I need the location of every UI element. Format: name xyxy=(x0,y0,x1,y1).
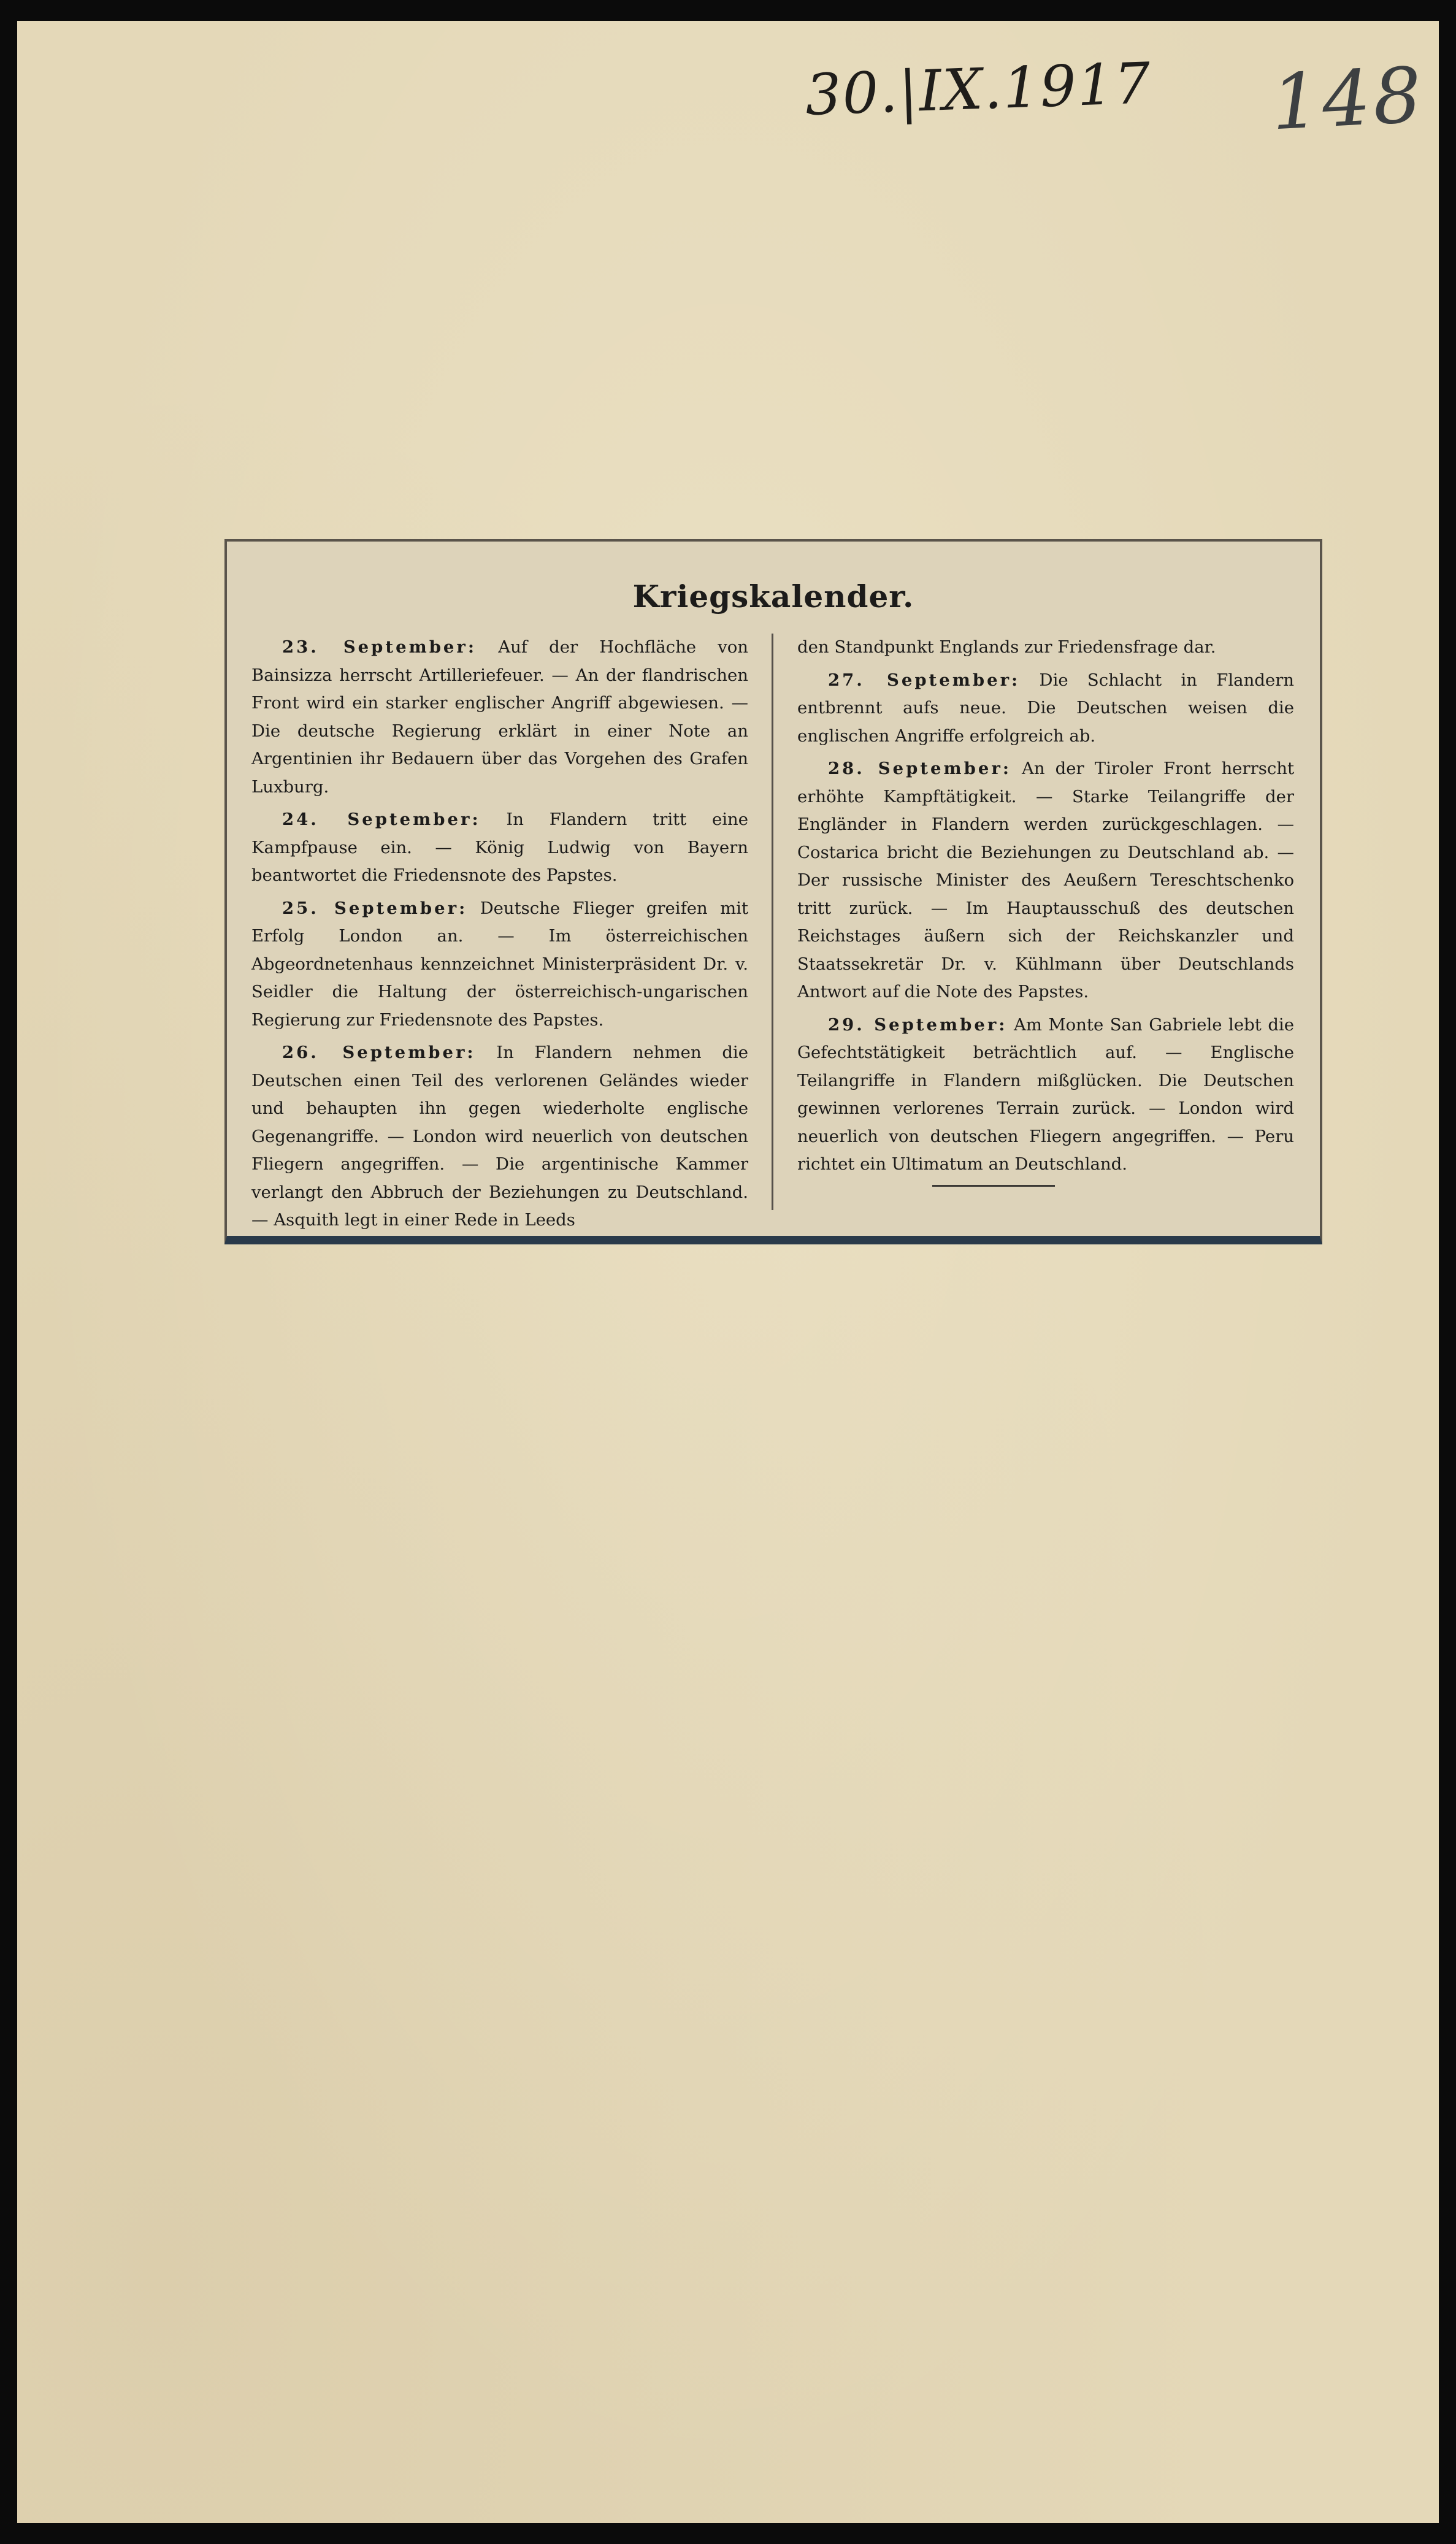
entry-text: Am Monte San Gabriele lebt die Gefechtstätigkeit beträchtlich auf. — Englische Teilangriffe in Flandern mißglücken. Die Deutschen gewinnen verlorenes Terrain zurück. — London wird neuerlich von deutschen Fliegern angegriffen. — Peru richtet ein Ultimatum an Deutschland. xyxy=(797,1014,1294,1174)
end-rule xyxy=(932,1185,1055,1187)
entry-sep-28 xyxy=(797,755,1294,1006)
clipping-title: Kriegskalender. xyxy=(632,578,914,615)
handwritten-date-note: 30.|IX.1917 xyxy=(804,50,1153,128)
entry-sep-26-continued xyxy=(797,634,1294,662)
entry-date: 29. September: xyxy=(828,1014,1008,1035)
right-column xyxy=(797,634,1294,1187)
entry-text: In Flandern tritt eine Kampfpause ein. — König Ludwig von Bayern beantwortet die Friedensnote des Papstes. xyxy=(251,810,748,885)
entry-sep-29 xyxy=(797,1011,1294,1179)
archive-page xyxy=(17,21,1439,2523)
entry-date: 25. September: xyxy=(282,898,468,918)
entry-sep-25 xyxy=(251,895,748,1035)
entry-text: An der Tiroler Front herrscht erhöhte Kampftätigkeit. — Starke Teilangriffe der Engländer in Flandern werden zurückgeschlagen. — Costarica bricht die Beziehungen zu Deutschland ab. — Der russische Minister des Aeußern Tereschtschenko tritt zurück. — Im Hauptausschuß des deutschen Reichstages äußern sich der Reichskanzler und Staatssekretär Dr. v. Kühlmann über Deutschlands Antwort auf die Note des Papstes. xyxy=(797,759,1295,1002)
entry-text: Die Schlacht in Flandern entbrennt aufs neue. Die Deutschen weisen die englischen Angriffe erfolgreich ab. xyxy=(797,670,1295,746)
newspaper-clipping xyxy=(224,539,1322,1244)
entry-date: 26. September: xyxy=(282,1043,476,1062)
entry-sep-27 xyxy=(797,667,1294,751)
entry-text: In Flandern nehmen die Deutschen einen Teil des verlorenen Geländes wieder und behaupten ihn gegen wiederholte englische Gegenangriffe. — London wird neuerlich von deutschen Fliegern angegriffen. — Die argentinische Kammer verlangt den Abbruch der Beziehungen zu Deutschland. — Asquith legt in einer Rede in Leeds xyxy=(251,1043,748,1230)
column-divider xyxy=(772,634,773,1210)
handwritten-page-number: 148 xyxy=(1269,51,1427,148)
entry-date: 27. September: xyxy=(828,670,1021,690)
entry-sep-23 xyxy=(251,634,748,801)
entry-text: Auf der Hochfläche von Bainsizza herrscht Artilleriefeuer. — An der flandrischen Front wird ein starker englischer Angriff abgewiesen. — Die deutsche Regierung erklärt in einer Note an Argentinien ihr Bedauern über das Vorgehen des Grafen Luxburg. xyxy=(251,637,749,797)
entry-date: 24. September: xyxy=(282,810,481,829)
left-column xyxy=(251,634,748,1239)
entry-text: den Standpunkt Englands zur Friedensfrage dar. xyxy=(797,637,1216,657)
entry-text: Deutsche Flieger greifen mit Erfolg London an. — Im österreichischen Abgeordnetenhaus kennzeichnet Ministerpräsident Dr. v. Seidler die Haltung der österreichisch-ungarischen Regierung zur Friedensnote des Papstes. xyxy=(251,898,748,1030)
entry-sep-24 xyxy=(251,806,748,890)
entry-date: 23. September: xyxy=(282,637,477,657)
entry-sep-26 xyxy=(251,1039,748,1235)
entry-date: 28. September: xyxy=(828,759,1011,778)
